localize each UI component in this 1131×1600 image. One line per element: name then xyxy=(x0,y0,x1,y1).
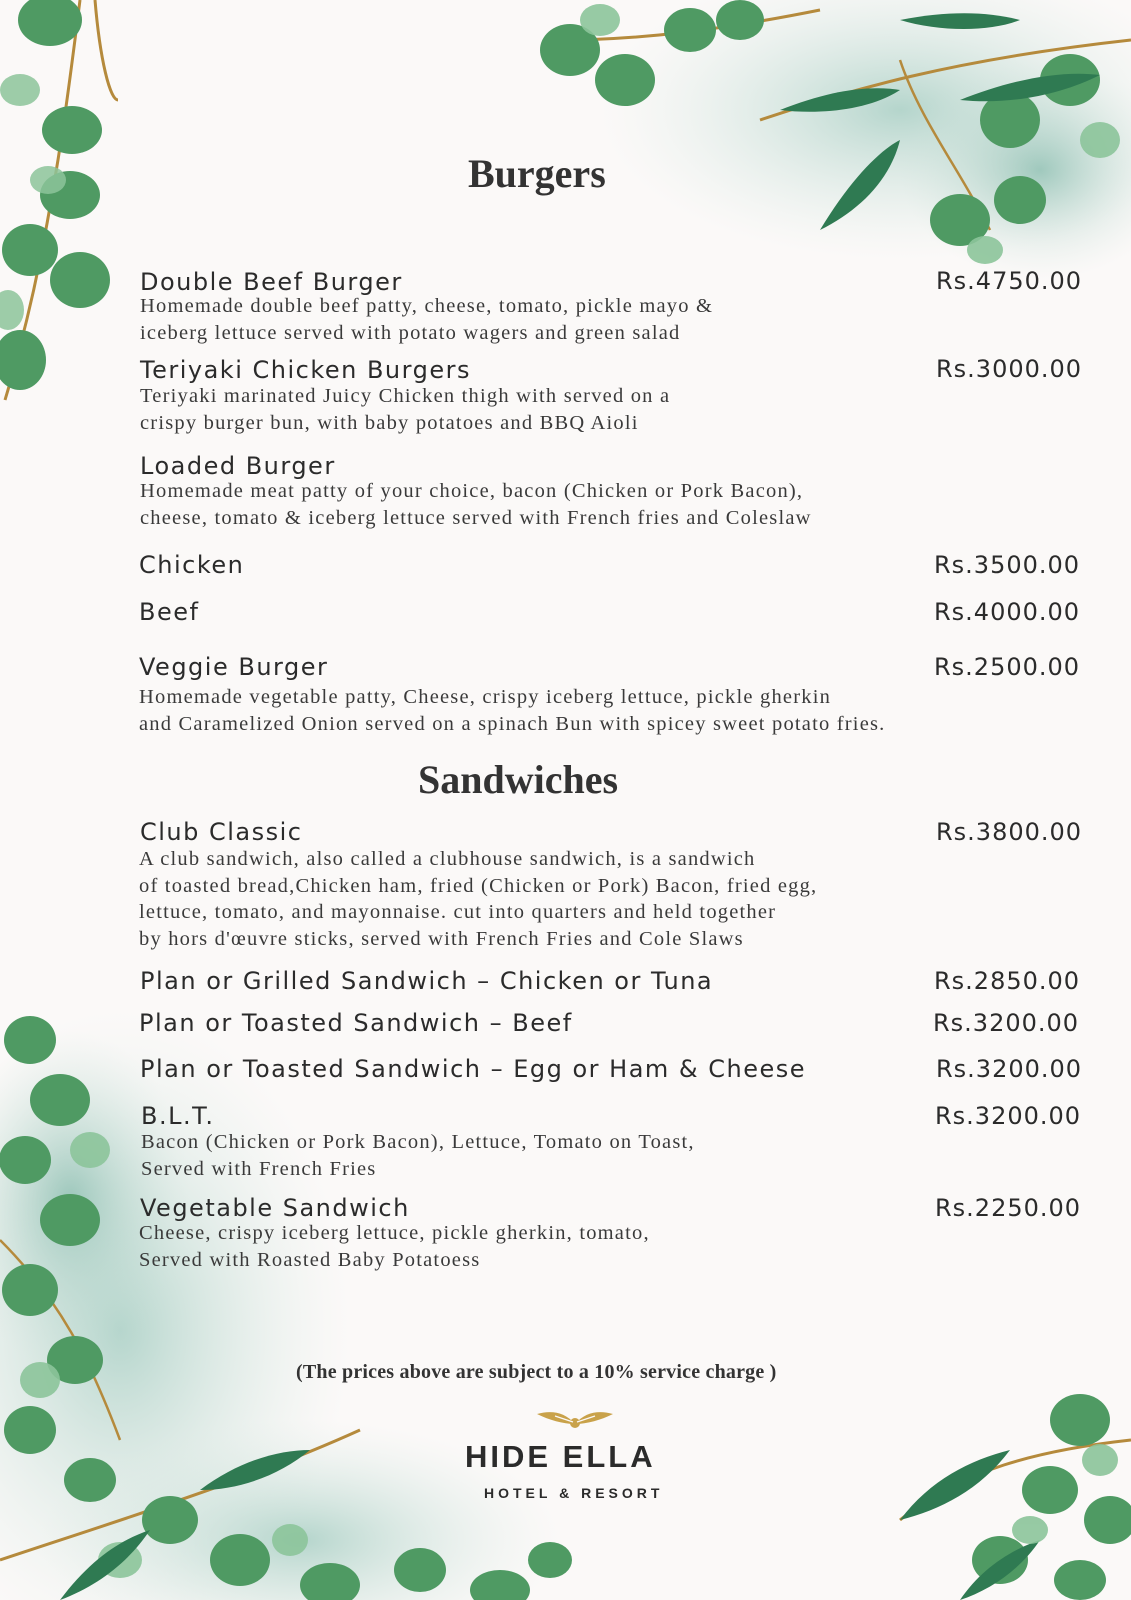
blt-name: B.L.T. xyxy=(141,1102,215,1130)
vegetable-sandwich-price: Rs.2250.00 xyxy=(935,1194,1082,1222)
grilled-sandwich-price: Rs.2850.00 xyxy=(934,967,1081,995)
double-beef-burger-name: Double Beef Burger xyxy=(140,268,403,296)
toasted-egg-sandwich-price: Rs.3200.00 xyxy=(936,1055,1083,1083)
sandwiches-heading: Sandwiches xyxy=(418,757,619,802)
grilled-sandwich-name: Plan or Grilled Sandwich – Chicken or Tuna xyxy=(140,967,714,995)
desc-line: crispy burger bun, with baby potatoes and BBQ Aioli xyxy=(140,411,639,434)
toasted-egg-sandwich-name: Plan or Toasted Sandwich – Egg or Ham & Cheese xyxy=(140,1055,807,1083)
desc-line: lettuce, tomato, and mayonnaise. cut into quarters and held together xyxy=(139,901,777,923)
teriyaki-burger-name: Teriyaki Chicken Burgers xyxy=(140,356,471,384)
desc-line: of toasted bread,Chicken ham, fried (Chicken or Pork) Bacon, fried egg, xyxy=(139,874,818,897)
desc-line: by hors d'œuvre sticks, served with French Fries and Cole Slaws xyxy=(139,927,744,950)
desc-line: cheese, tomato & iceberg lettuce served with French fries and Coleslaw xyxy=(140,506,812,529)
club-classic-price: Rs.3800.00 xyxy=(936,818,1083,846)
gold-leaf-logo-icon xyxy=(535,1406,615,1432)
vegetable-sandwich-name: Vegetable Sandwich xyxy=(140,1194,410,1222)
service-charge-note: (The prices above are subject to a 10% service charge ) xyxy=(296,1361,777,1383)
desc-line: Teriyaki marinated Juicy Chicken thigh with served on a xyxy=(140,385,671,407)
desc-line: Cheese, crispy iceberg lettuce, pickle gherkin, tomato, xyxy=(139,1222,650,1244)
loaded-burger-name: Loaded Burger xyxy=(140,452,336,480)
loaded-beef-price: Rs.4000.00 xyxy=(934,598,1081,626)
vegetable-sandwich-description xyxy=(139,1220,650,1273)
double-beef-burger-description xyxy=(140,293,713,346)
burgers-heading: Burgers xyxy=(468,151,606,196)
desc-line: and Caramelized Onion served on a spinach Bun with spicey sweet potato fries. xyxy=(139,712,886,735)
toasted-beef-sandwich-name: Plan or Toasted Sandwich – Beef xyxy=(139,1009,573,1037)
veggie-burger-description xyxy=(139,684,886,737)
toasted-beef-sandwich-price: Rs.3200.00 xyxy=(933,1009,1080,1037)
veggie-burger-name: Veggie Burger xyxy=(139,653,329,681)
desc-line: A club sandwich, also called a clubhouse sandwich, is a sandwich xyxy=(139,848,756,870)
blt-description xyxy=(141,1129,695,1182)
teriyaki-burger-price: Rs.3000.00 xyxy=(936,355,1083,383)
loaded-beef-label: Beef xyxy=(139,598,200,626)
desc-line: iceberg lettuce served with potato wagers and green salad xyxy=(140,321,681,344)
desc-line: Bacon (Chicken or Pork Bacon), Lettuce, Tomato on Toast, xyxy=(141,1131,695,1153)
brand-name: HIDE ELLA xyxy=(465,1439,656,1474)
brand-subtitle: HOTEL & RESORT xyxy=(484,1485,664,1501)
blt-price: Rs.3200.00 xyxy=(935,1102,1082,1130)
teriyaki-burger-description xyxy=(140,383,670,436)
desc-line: Homemade double beef patty, cheese, tomato, pickle mayo & xyxy=(140,295,714,317)
loaded-chicken-price: Rs.3500.00 xyxy=(934,551,1081,579)
double-beef-burger-price: Rs.4750.00 xyxy=(936,267,1083,295)
club-classic-name: Club Classic xyxy=(140,818,303,846)
desc-line: Served with French Fries xyxy=(141,1157,377,1180)
loaded-burger-description xyxy=(140,478,812,531)
desc-line: Homemade meat patty of your choice, bacon (Chicken or Pork Bacon), xyxy=(140,480,804,502)
desc-line: Homemade vegetable patty, Cheese, crispy iceberg lettuce, pickle gherkin xyxy=(139,686,832,708)
desc-line: Served with Roasted Baby Potatoess xyxy=(139,1248,481,1271)
club-classic-description xyxy=(139,846,817,952)
loaded-chicken-label: Chicken xyxy=(139,551,245,579)
veggie-burger-price: Rs.2500.00 xyxy=(934,653,1081,681)
